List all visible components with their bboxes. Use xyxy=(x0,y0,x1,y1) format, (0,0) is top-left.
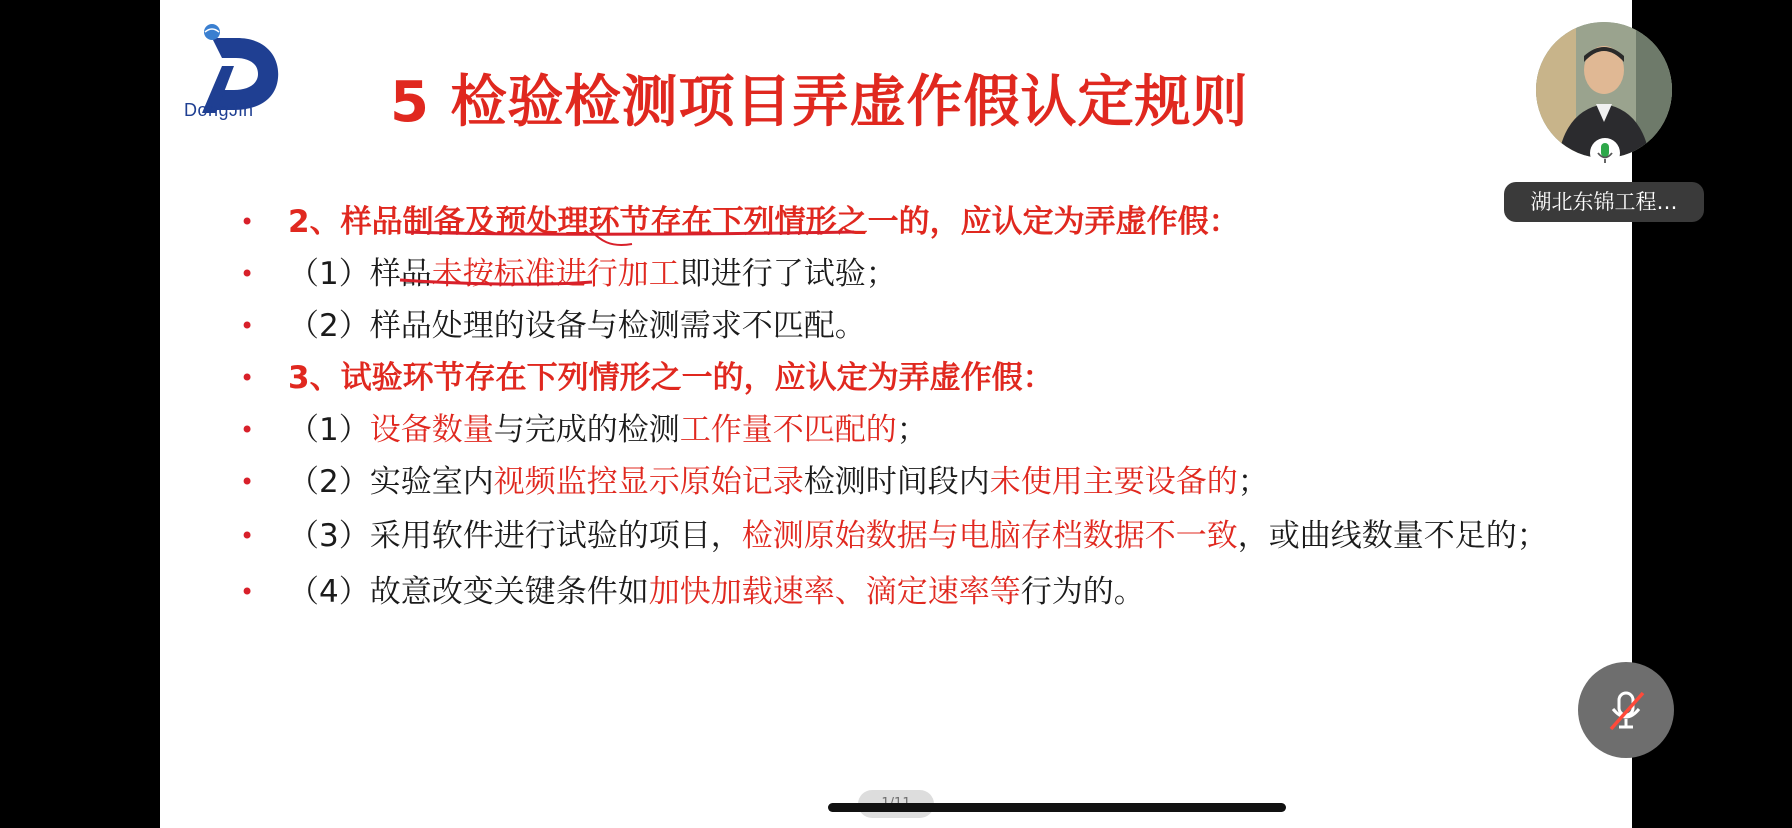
bullet-dot-icon: • xyxy=(240,416,255,444)
highlighted-text: 未按标准进行加工 xyxy=(431,256,680,292)
bullet-text: （1） xyxy=(288,412,370,448)
bullet-dot-icon: • xyxy=(240,364,255,392)
presentation-slide xyxy=(160,0,1632,828)
bullet-dot-icon: • xyxy=(240,468,255,496)
highlighted-text: 3、试验环节存在下列情形之一的，应认定为弄虚作假： xyxy=(288,360,1054,396)
participant-name-label: 湖北东锦工程… xyxy=(1504,182,1704,222)
bullet-text: （2）样品处理的设备与检测需求不匹配。 xyxy=(288,308,866,344)
pen-annotation xyxy=(160,0,1632,828)
highlighted-text: 检测原始数据与电脑存档数据不一致 xyxy=(741,518,1238,554)
highlighted-text: 设备数量 xyxy=(369,412,494,448)
home-indicator[interactable] xyxy=(828,803,1286,812)
slide-title: 5 检验检测项目弄虚作假认定规则 xyxy=(390,70,1249,135)
bullet-dot-icon: • xyxy=(240,522,255,550)
microphone-muted-icon xyxy=(1601,685,1651,735)
bullet-text: ； xyxy=(896,412,928,448)
bullet-dot-icon: • xyxy=(240,578,255,606)
bullet-text: （2）实验室内 xyxy=(288,464,494,500)
bullet-text: （4）故意改变关键条件如 xyxy=(288,574,649,610)
highlighted-text: 2、样品制备及预处理环节存在下列情形之一的，应认定为弄虚作假： xyxy=(288,204,1240,240)
bullet-dot-icon: • xyxy=(240,208,255,236)
participant-mic-indicator xyxy=(1590,138,1620,168)
bullet-text: ； xyxy=(1237,464,1269,500)
bullet-dot-icon: • xyxy=(240,260,255,288)
bullet-dot-icon: • xyxy=(240,312,255,340)
bullet-text: 检测时间段内 xyxy=(803,464,990,500)
highlighted-text: 视频监控显示原始记录 xyxy=(493,464,804,500)
bullet-text: 即进行了试验； xyxy=(679,256,897,292)
bullet-text: （3）采用软件进行试验的项目， xyxy=(288,518,742,554)
bullet-text: （1）样品 xyxy=(288,256,432,292)
mute-toggle-button[interactable] xyxy=(1578,662,1674,758)
highlighted-text: 加快加载速率、滴定速率等 xyxy=(648,574,1021,610)
microphone-icon xyxy=(1590,138,1620,168)
highlighted-text: 工作量不匹配的 xyxy=(679,412,897,448)
highlighted-text: 未使用主要设备的 xyxy=(989,464,1238,500)
bullet-text: 与完成的检测 xyxy=(493,412,680,448)
bullet-text: ，或曲线数量不足的； xyxy=(1237,518,1548,554)
bullet-text: 行为的。 xyxy=(1020,574,1145,610)
logo-text: DongJin xyxy=(184,100,254,120)
